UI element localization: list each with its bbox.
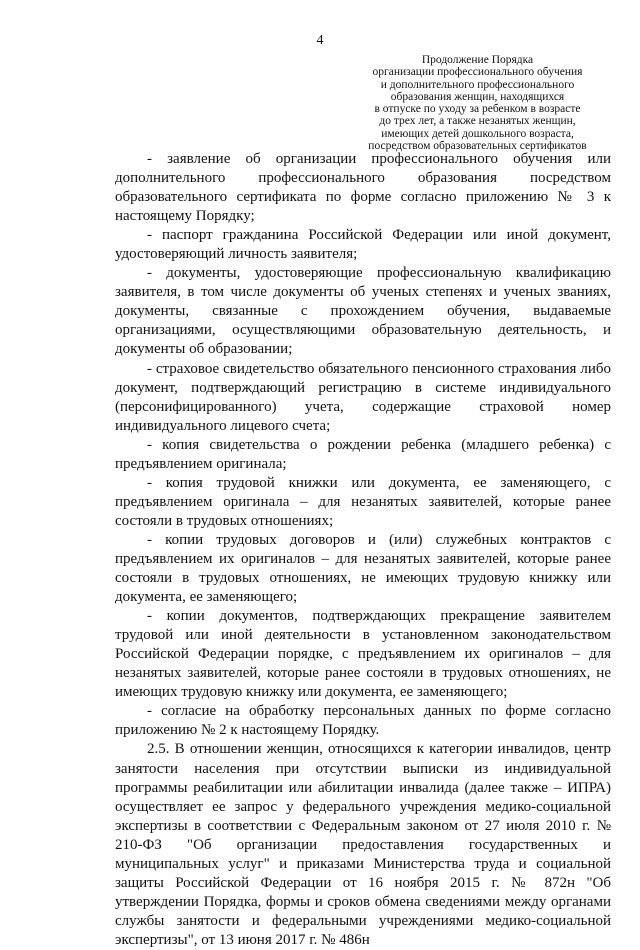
list-item-employment-record: - копия трудовой книжки или документа, ее заменяющего, с предъявлением оригинала – для незанятых заявителей, которые ранее состояли в трудовых отношениях; xyxy=(115,474,611,529)
header-line: посредством образовательных сертификатов xyxy=(368,140,587,153)
list-item-application: - заявление об организации профессионального обучения или дополнительного профессионального образования посредством образовательного сертификата по форме согласно приложению № 3 к настоящему Порядку; xyxy=(115,151,611,225)
list-item-passport: - паспорт гражданина Российской Федерации или иной документ, удостоверяющий личность заявителя; xyxy=(115,227,611,263)
header-line: организации профессионального обучения xyxy=(372,66,583,79)
list-item-insurance-certificate: - страховое свидетельство обязательного пенсионного страхования либо документ, подтверждающий регистрацию в системе индивидуального (персонифицированного) учета, содержащие страховой номер индивидуального лицевого счета; xyxy=(115,360,611,434)
page-number: 4 xyxy=(316,33,324,48)
list-item-birth-certificate: - копия свидетельства о рождении ребенка (младшего ребенка) с предъявлением оригинала; xyxy=(115,436,611,472)
list-item-qualification-documents: - документы, удостоверяющие профессиональную квалификацию заявителя, в том числе документы об ученых степенях и ученых званиях, документы, связанные с прохождением обучения, выдаваемые организациями, осуществляющими образовательную деятельность, и документы об образовании; xyxy=(115,265,611,358)
header-line: образования женщин, находящихся xyxy=(390,90,565,103)
section-paragraph-2-5: 2.5. В отношении женщин, относящихся к категории инвалидов, центр занятости населения при отсутствии выписки из индивидуальной программы реабилитации или абилитации инвалида (далее также – ИПРА) осуществляет ее запрос у федерального учреждения медико-социальной экспертизы в соответствии с Федеральным законом от 27 июля 2010 г. № 210-ФЗ "Об организации предоставления государственных и муниципальных услуг" и приказами Министерства труда и социальной защиты Российской Федерации от 16 ноября 2015 г. № 872н "Об утверждении Порядка, формы и сроков обмена сведениями между органами службы занятости и федеральными учреждениями медико-социальной экспертизы", от 13 июня 2017 г. № 486н xyxy=(115,741,611,948)
header-line: и дополнительного профессионального xyxy=(380,78,575,91)
document-header xyxy=(345,54,610,152)
list-item-data-consent: - согласие на обработку персональных данных по форме согласно приложению № 2 к настоящему Порядку. xyxy=(115,703,611,739)
list-item-termination-documents: - копии документов, подтверждающих прекращение заявителем трудовой или иной деятельности в установленном законодательством Российской Федерации порядке, с предъявлением их оригиналов – для незанятых заявителей, которые ранее состояли в трудовых отношениях, не имеющих трудовую книжку или документа, ее заменяющего; xyxy=(115,608,611,701)
header-line: Продолжение Порядка xyxy=(421,54,534,66)
header-line: до трех лет, а также незанятых женщин, xyxy=(379,115,576,128)
header-line: имеющих детей дошкольного возраста, xyxy=(381,127,574,140)
document-body xyxy=(115,150,611,950)
header-line: в отпуске по уходу за ребенком в возрасте xyxy=(374,103,581,116)
list-item-employment-contracts: - копии трудовых договоров и (или) служебных контрактов с предъявлением их оригиналов – для незанятых заявителей, которые ранее состояли в трудовых отношениях, не имеющих трудовую книжку или документа, ее заменяющего; xyxy=(115,531,611,606)
